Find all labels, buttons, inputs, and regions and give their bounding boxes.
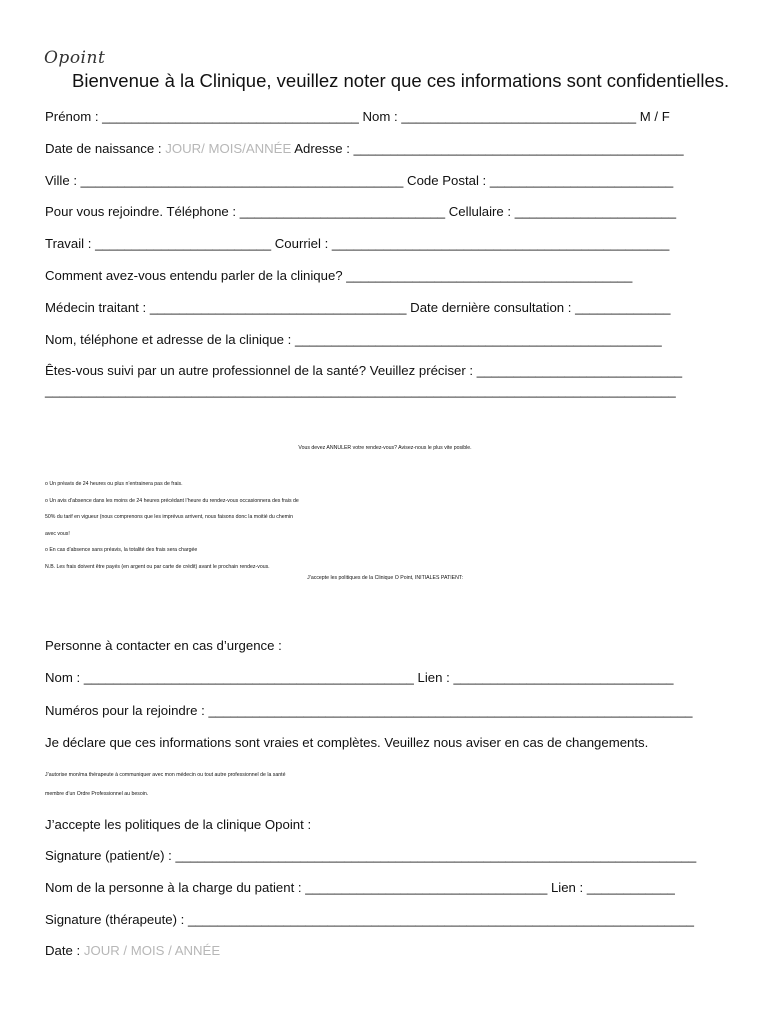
patient-signature-line[interactable]: Signature (patient/e) : _______________________________________________________________________ xyxy=(45,848,697,863)
authorization-line: J’autorise mon/ma thérapeute à communiquer avec mon médecin ou tout autre professionnel de la santé xyxy=(45,772,286,778)
clinic-info-line[interactable]: Nom, téléphone et adresse de la clinique : __________________________________________________ xyxy=(45,332,662,347)
doctor-line[interactable]: Médecin traitant : ___________________________________ Date dernière consultation : _____________ xyxy=(45,300,671,315)
initials-line[interactable]: J’accepte les politiques de la Clinique O Point, INITIALES PATIENT: xyxy=(307,575,463,581)
authorization-text xyxy=(45,766,735,804)
other-professional-continuation[interactable]: ______________________________________________________________________________________ xyxy=(45,383,676,398)
therapist-signature-line[interactable]: Signature (thérapeute) : _____________________________________________________________________ xyxy=(45,912,695,927)
policy-line: avec vous! xyxy=(45,530,70,537)
other-professional-line[interactable]: Êtes-vous suivi par un autre professionnel de la santé? Veuillez préciser : ____________________________ xyxy=(45,363,683,378)
accept-policies-text: J’accepte les politiques de la clinique Opoint : xyxy=(45,817,312,832)
cancellation-policy xyxy=(45,476,735,575)
clinic-logo: Opoint xyxy=(44,48,106,68)
date-placeholder[interactable]: JOUR / MOIS / ANNÉE xyxy=(83,943,221,958)
birthdate-placeholder[interactable]: JOUR/ MOIS/ANNÉE xyxy=(165,141,292,156)
emergency-phone-line[interactable]: Numéros pour la rejoindre : __________________________________________________________________ xyxy=(45,703,693,718)
emergency-name-line[interactable]: Nom : _____________________________________________ Lien : ______________________________ xyxy=(45,670,674,685)
emergency-heading: Personne à contacter en cas d’urgence : xyxy=(45,638,282,653)
city-postal-line[interactable]: Ville : ____________________________________________ Code Postal : _________________________ xyxy=(45,173,674,188)
work-email-line[interactable]: Travail : ________________________ Courriel : ______________________________________________ xyxy=(45,236,670,251)
declaration-text: Je déclare que ces informations sont vraies et complètes. Veuillez nous aviser en cas de changements. xyxy=(45,735,649,750)
guardian-line[interactable]: Nom de la personne à la charge du patient : _________________________________ Lien : ____________ xyxy=(45,880,675,895)
page-title: Bienvenue à la Clinique, veuillez noter que ces informations sont confidentielles. xyxy=(72,70,730,91)
address-field[interactable]: Adresse : _____________________________________________ xyxy=(291,141,684,156)
policy-line: N.B. Les frais doivent être payés (en argent ou par carte de crédit) avant le prochain rendez-vous. xyxy=(45,563,270,570)
referral-line[interactable]: Comment avez-vous entendu parler de la clinique? _______________________________________ xyxy=(45,268,633,283)
date-line[interactable] xyxy=(45,943,220,959)
policy-line: o Un avis d’absence dans les moins de 24 heures précédant l’heure du rendez-vous occasionnera des frais de xyxy=(45,497,299,504)
birthdate-address-line[interactable] xyxy=(45,141,684,157)
policy-line: o Un préavis de 24 heures ou plus n’entrainera pas de frais. xyxy=(45,481,183,487)
phone-line[interactable]: Pour vous rejoindre. Téléphone : ____________________________ Cellulaire : ______________________ xyxy=(45,204,677,219)
date-label: Date : xyxy=(45,943,84,958)
policy-line: o En cas d’absence sans préavis, la totalité des frais sera chargée xyxy=(45,547,198,553)
cancellation-heading: Vous devez ANNULER votre rendez-vous? Avisez-nous le plus vite posible. xyxy=(298,445,472,451)
name-line[interactable]: Prénom : ___________________________________ Nom : ________________________________ M / F xyxy=(45,109,670,124)
authorization-line: membre d’un Ordre Professionnel au besoin. xyxy=(45,791,149,797)
policy-line: 50% du tarif en vigueur (nous comprenons que les imprévus arrivent, nous faisons donc la moitié du chemin xyxy=(45,514,293,520)
birthdate-label: Date de naissance : xyxy=(45,141,166,156)
